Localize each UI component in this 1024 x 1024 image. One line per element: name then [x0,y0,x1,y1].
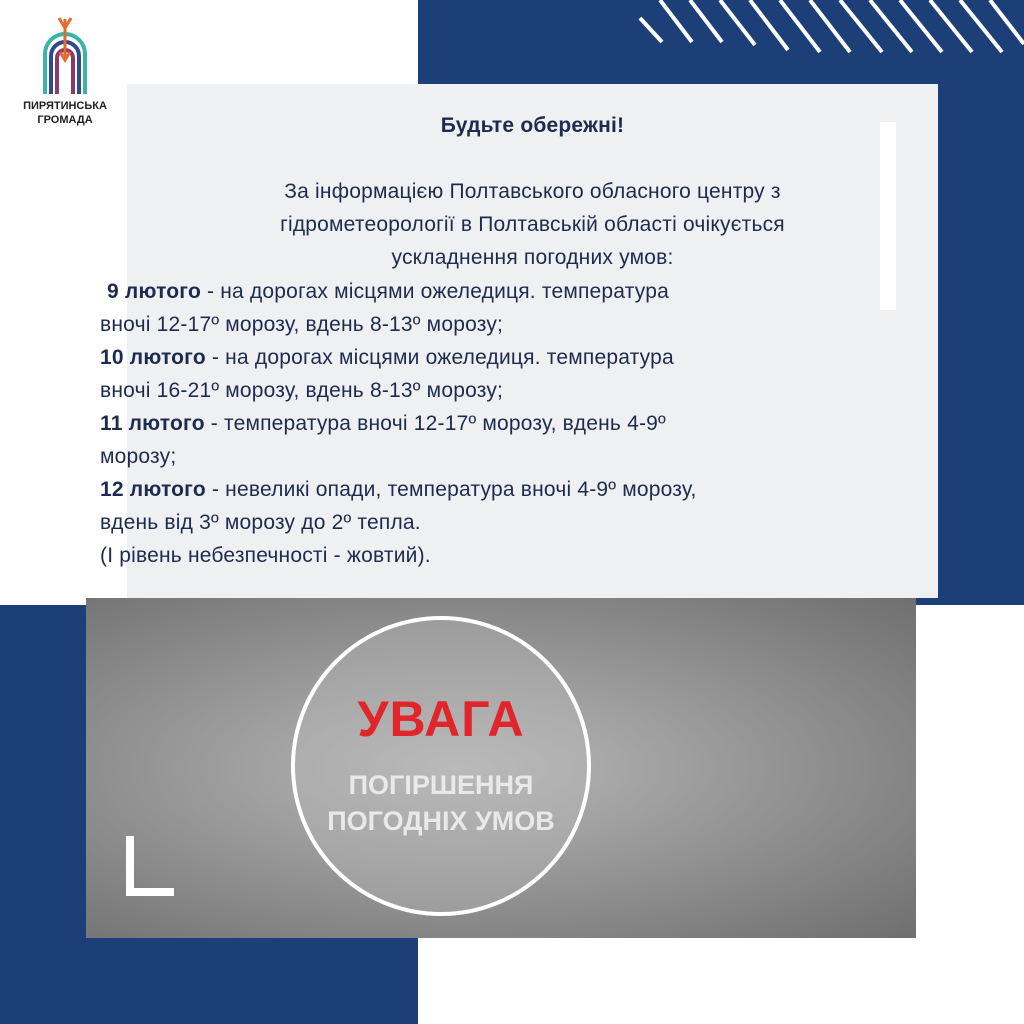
date-9: 9 лютого [107,280,201,303]
item-12-text: - невеликі опади, температура вночі 4-9º морозу, [205,478,697,501]
intro-line-3: ускладнення погодних умов: [391,246,674,269]
item-12-line2: вдень від 3º морозу до 2º тепла. [100,511,421,534]
item-10-line1 [100,346,674,370]
logo [10,14,120,134]
corner-bracket-decoration [126,836,174,896]
date-10: 10 лютого [100,346,206,369]
logo-text-1: ПИРЯТИНСЬКА [23,100,107,112]
item-11-line1 [100,412,666,436]
item-12-line1 [100,478,696,502]
date-12: 12 лютого [100,478,206,501]
banner-circle [291,616,591,916]
item-9-line1 [107,280,669,304]
arch-logo-icon [35,14,95,94]
item-10-line2: вночі 16-21º морозу, вдень 8-13º морозу; [100,379,504,402]
banner-sub-1: ПОГІРШЕННЯ [348,770,534,800]
warning-banner-image [86,598,916,938]
date-11: 11 лютого [100,412,205,435]
title: Будьте обережні! [440,114,625,137]
item-9-text: - на дорогах місцями ожеледиця. температура [201,280,670,303]
item-10-text: - на дорогах місцями ожеледиця. температура [205,346,674,369]
banner-headline: УВАГА [357,691,525,747]
stripes-decoration [620,0,1024,60]
item-11-text: - температура вночі 12-17º морозу, вдень 4-9º [204,412,666,435]
item-9-line2: вночі 12-17º морозу, вдень 8-13º морозу; [100,313,504,336]
intro-line-1: За інформацією Полтавського обласного центру з [284,180,781,203]
intro-line-2: гідрометеорології в Полтавській області очікується [280,213,785,236]
danger-level: (І рівень небезпечності - жовтий). [100,544,431,567]
banner-sub-2: ПОГОДНІХ УМОВ [327,806,555,836]
logo-text-2: ГРОМАДА [37,114,93,126]
item-11-line2: морозу; [100,445,177,468]
